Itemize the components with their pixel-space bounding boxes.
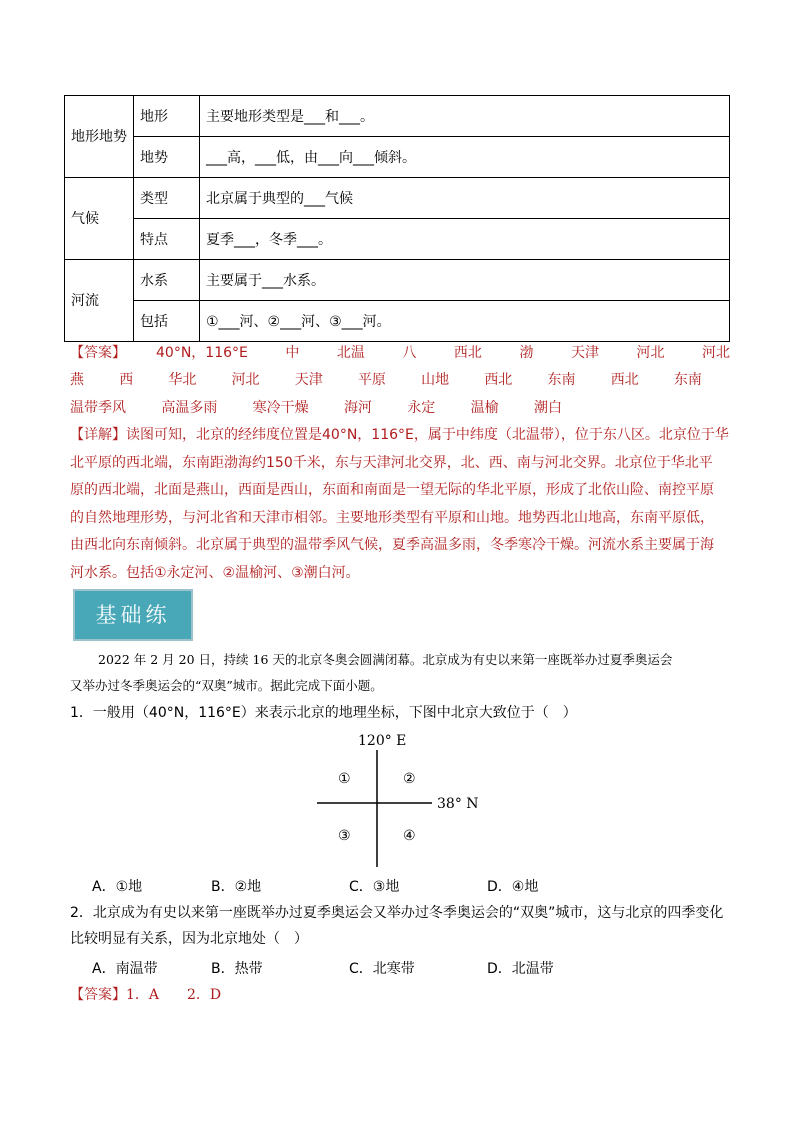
answer-term: 天津 <box>570 345 599 361</box>
quadrant-4-label: ④ <box>403 828 416 844</box>
q2-option-b[interactable]: B．热带 <box>211 961 263 977</box>
sub-cell: 类型 <box>134 178 200 219</box>
answer-term: 八 <box>402 345 417 361</box>
answer-term: 渤 <box>519 345 534 361</box>
detail-line: 北平原的西北端，东南距渤海约150千米，东与天津河北交界，北、西、南与河北交界。北京位于华北平 <box>70 454 713 471</box>
q1-option-a[interactable]: A．①地 <box>92 879 143 895</box>
answer-line-2 <box>70 370 702 390</box>
answer-term: 中 <box>285 345 300 361</box>
content-cell: ①___河、②___河、③___河。 <box>200 301 730 342</box>
content-cell: 夏季___，冬季___。 <box>200 219 730 260</box>
detail-line: 原的西北端，北面是燕山，西面是西山，东面和南面是一望无际的华北平原，形成了北依山险、南控平原 <box>70 482 714 498</box>
answer-2-label: 【答案】 <box>70 987 126 1003</box>
detail-line: 【详解】读图可知，北京的经纬度位置是40°N，116°E，属于中纬度（北温带），位于东八区。北京位于华 <box>70 427 729 443</box>
longitude-label: 120° E <box>358 733 407 749</box>
quadrant-1-label: ① <box>338 771 351 787</box>
q1-option-c[interactable]: C．③地 <box>349 879 400 895</box>
answer-2-text: 1．A 2．D <box>126 987 222 1003</box>
answer-term: 潮白 <box>533 400 562 416</box>
sub-cell: 特点 <box>134 219 200 260</box>
sub-cell: 地势 <box>134 137 200 178</box>
answer-term: 海河 <box>343 400 372 416</box>
detail-block <box>70 422 730 587</box>
q2-option-c[interactable]: C．北寒带 <box>349 961 415 977</box>
answer-line-1 <box>70 343 730 363</box>
intro-line-2: 又举办过冬季奥运会的“双奥”城市。据此完成下面小题。 <box>70 678 383 693</box>
section-title-badge: 基础练 <box>73 589 193 641</box>
q1-option-b[interactable]: B．②地 <box>211 879 262 895</box>
question-1: 1．一般用（40°N，116°E）来表示北京的地理坐标，下图中北京大致位于（ ） <box>70 705 577 721</box>
q2-option-d[interactable]: D．北温带 <box>487 961 554 977</box>
q1-option-d[interactable]: D．④地 <box>487 879 539 895</box>
answer-term: 山地 <box>421 372 450 388</box>
sub-cell: 水系 <box>134 260 200 301</box>
intro-line-1: 2022 年 2 月 20 日，持续 16 天的北京冬奥会圆满闭幕。北京成为有史以来第一座既举办过夏季奥运会 <box>98 652 673 667</box>
answer-term: 永定 <box>407 400 436 416</box>
sub-cell: 包括 <box>134 301 200 342</box>
latitude-label: 38° N <box>437 796 479 812</box>
content-cell: ___高，___低，由___向___倾斜。 <box>200 137 730 178</box>
answer-term: 西北 <box>484 372 513 388</box>
answer-term: 西北 <box>610 372 639 388</box>
question-2-line-2: 比较明显有关系，因为北京地处（ ） <box>70 931 308 947</box>
answer-label: 【答案】 <box>70 345 126 361</box>
content-cell: 主要地形类型是___和___。 <box>200 96 730 137</box>
answer-term: 河北 <box>231 372 260 388</box>
answer-term: 平原 <box>357 372 386 388</box>
geography-table <box>64 95 730 342</box>
content-cell: 北京属于典型的___气候 <box>200 178 730 219</box>
answer-term: 河北 <box>701 345 730 361</box>
sub-cell: 地形 <box>134 96 200 137</box>
answer-term: 东南 <box>547 372 576 388</box>
detail-line: 的自然地理形势，与河北省和天津市相邻。主要地形类型有平原和山地。地势西北山地高，东南平原低， <box>70 509 714 526</box>
answer-term: 高温多雨 <box>161 400 218 416</box>
answer-line-3 <box>70 398 562 418</box>
answer-term: 温榆 <box>470 400 499 416</box>
quadrant-3-label: ③ <box>338 828 351 844</box>
answer-term: 西北 <box>453 345 482 361</box>
answer-term: 北温 <box>336 345 365 361</box>
answer-term: 东南 <box>673 372 702 388</box>
answer-term: 河北 <box>636 345 665 361</box>
answer-term: 华北 <box>168 372 197 388</box>
quadrant-2-label: ② <box>403 771 416 787</box>
detail-label: 【详解】 <box>70 427 126 443</box>
detail-line: 由西北向东南倾斜。北京属于典型的温带季风气候，夏季高温多雨，冬季寒冷干燥。河流水系主要属于海 <box>70 537 714 553</box>
answer-term: 西 <box>119 372 134 388</box>
question-2-line-1: 2．北京成为有史以来第一座既举办过夏季奥运会又举办过冬季奥运会的“双奥”城市，这与北京的四季变化 <box>70 905 724 921</box>
answer-term: 天津 <box>294 372 323 388</box>
q2-option-a[interactable]: A．南温带 <box>92 961 158 977</box>
answer-2 <box>70 985 730 1005</box>
category-cell: 河流 <box>65 260 134 342</box>
answer-term: 寒冷干燥 <box>252 400 309 416</box>
answer-term: 40°N，116°E <box>156 345 248 361</box>
answer-term: 燕 <box>70 372 84 388</box>
category-cell: 气候 <box>65 178 134 260</box>
detail-line: 河水系。包括①永定河、②温榆河、③潮白河。 <box>70 564 360 581</box>
answer-terms <box>156 343 730 363</box>
category-cell: 地形地势 <box>65 96 134 178</box>
answer-term: 温带季风 <box>70 400 126 416</box>
content-cell: 主要属于___水系。 <box>200 260 730 301</box>
